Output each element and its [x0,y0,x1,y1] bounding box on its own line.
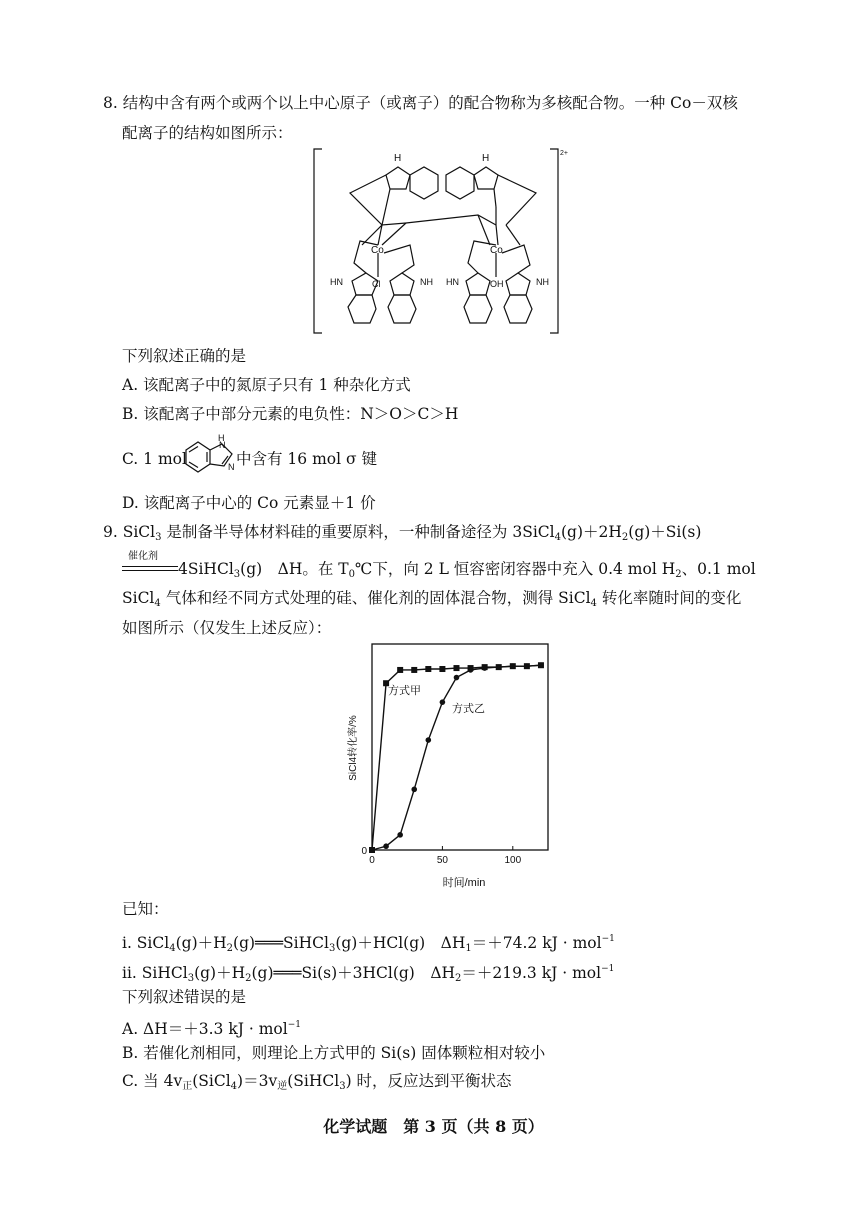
complex-charge: 2+ [560,150,568,157]
q8-option-b: B. 该配离子中部分元素的电负性：N＞O＞C＞H [122,405,459,423]
q8-option-a: A. 该配离子中的氮原子只有 1 种杂化方式 [122,376,411,394]
catalyst-label: 催化剂 [128,551,158,562]
x-axis-label: 时间/min [442,877,486,889]
data-point-method-b [411,787,417,793]
q9-stem-line3: SiCl$_4$ 气体和经不同方式处理的硅、催化剂的固体混合物，测得 SiCl$_4$ 转化率随时间的变化 [122,589,742,609]
x-tick-label: 0 [369,855,375,866]
y-axis-label: SiCl4转化率/% [348,715,359,781]
atom-cl: Cl [372,279,381,289]
q9-option-c: C. 当 $4v_正(SiCl_4)=3v_逆(SiHCl_3)$ 时，反应达到平衡状态 [122,1072,512,1092]
data-point-method-b [496,664,502,670]
data-point-method-b [468,667,474,673]
q8-option-c-suffix: 中含有 16 mol σ 键 [236,450,377,468]
atom-h-2: H [482,153,490,164]
atom-oh: OH [490,279,504,289]
q8-option-c-prefix: C. 1 mol [122,450,187,468]
benzimidazole-n1: N [219,440,226,450]
q8-prompt: 下列叙述正确的是 [122,347,247,365]
data-point-method-b [426,737,432,743]
page-footer: 化学试题 第 3 页（共 8 页） [323,1117,544,1136]
co-binuclear-complex-structure [310,145,580,337]
q9-option-b: B. 若催化剂相同，则理论上方式甲的 Si(s) 固体颗粒相对较小 [122,1044,546,1062]
data-point-method-a [439,666,445,672]
atom-co-left: Co [371,245,384,256]
sicl4-conversion-chart [330,638,560,900]
q9-stem-line2: 催化剂 4SiHCl$_3$(g) ΔH。在 $T_0℃$下，向 2 L 恒容密闭容器中充入 0.4 mol $H_2$、0.1 mol [122,556,756,586]
series-label-method-b: 方式乙 [452,703,485,715]
catalyst-arrow [122,551,178,576]
data-point-method-b [369,847,375,853]
data-point-method-b [510,663,516,669]
q9-stem-line1: 9. SiCl$_3$ 是制备半导体材料硅的重要原料，一种制备途径为 $3SiCl_4(g)+2H_2(g)+Si(s)$ [103,523,702,543]
atom-nh-1: NH [420,277,433,287]
atom-nh-2: NH [536,277,549,287]
q8-option-d: D. 该配离子中心的 Co 元素显＋1 价 [122,494,376,512]
data-point-method-a [411,667,417,673]
benzimidazole-n2: N [228,462,235,472]
q9-known: 已知： [122,900,169,918]
data-point-method-b [538,662,544,668]
atom-co-right: Co [490,245,503,256]
q9-prompt: 下列叙述错误的是 [122,988,247,1006]
q9-reaction-2: ⅱ. $SiHCl_3(g)+H_2(g)═══Si(s)+3HCl(g)$ $\Delta H_2=+219.3$ kJ · mol$^{-1}$ [122,964,615,984]
data-point-method-b [524,663,530,669]
data-point-method-b [482,665,488,671]
atom-hn-2: HN [446,277,459,287]
x-tick-label: 100 [504,855,522,866]
data-point-method-a [453,665,459,671]
data-point-method-b [454,675,460,681]
data-point-method-a [397,667,403,673]
q8-option-c [122,448,187,470]
data-point-method-a [425,666,431,672]
atom-h-1: H [394,153,402,164]
atom-hn-1: HN [330,277,343,287]
series-label-method-a: 方式甲 [388,685,421,697]
benzimidazole-h: H [218,433,225,443]
q9-option-a: A. ΔH＝＋3.3 kJ · mol$^{-1}$ [122,1020,301,1038]
q8-stem-line2: 配离子的结构如图所示： [122,124,293,142]
x-tick-label: 50 [436,855,448,866]
data-point-method-b [397,832,403,838]
data-point-method-b [383,843,389,849]
q9-reaction-1: ⅰ. $SiCl_4(g)+H_2(g)═══SiHCl_3(g)+HCl(g)$ $\Delta H_1=+74.2$ kJ · mol$^{-1}$ [122,934,615,954]
q8-stem-line1: 8. 结构中含有两个或两个以上中心原子（或离子）的配合物称为多核配合物。一种 Co－双核 [103,94,738,112]
y-tick-label: 0 [361,846,367,857]
data-point-method-b [440,699,446,705]
q9-stem-line4: 如图所示（仅发生上述反应）： [122,619,332,637]
